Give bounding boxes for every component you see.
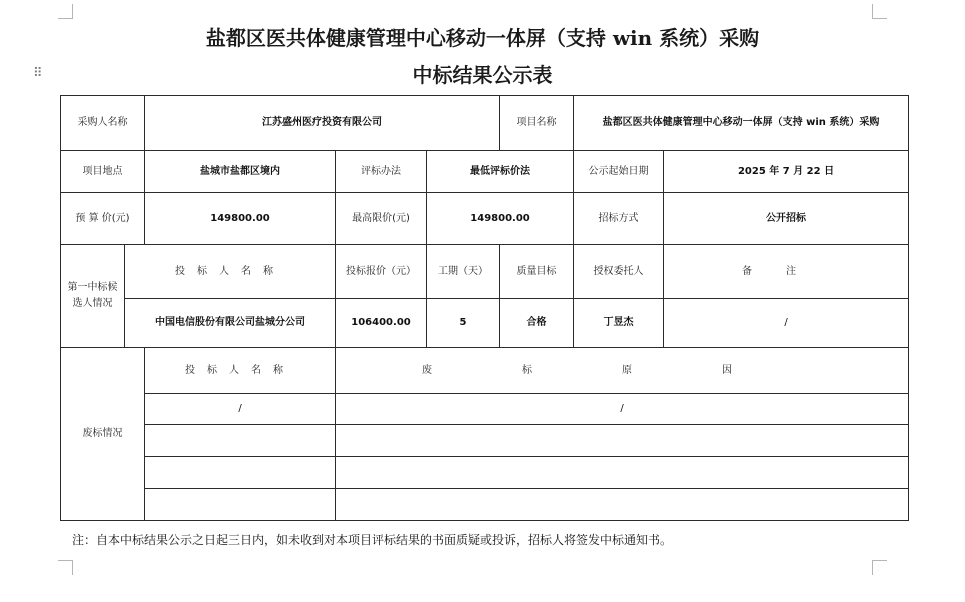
purchaser-value: 江苏盛州医疗投资有限公司 (145, 96, 500, 151)
invalid-bidder-header: 投标人名称 (145, 348, 336, 394)
table-row (61, 489, 909, 521)
page-corner-mark (58, 4, 73, 19)
table-row (61, 245, 909, 299)
invalid-reason-cell: / (336, 394, 909, 425)
page-corner-mark (872, 560, 887, 575)
location-label: 项目地点 (61, 151, 145, 193)
table-row (61, 151, 909, 193)
method-label: 评标办法 (336, 151, 427, 193)
invalid-bidder-cell (145, 457, 336, 489)
candidate-bidder-header: 投标人名称 (125, 245, 336, 299)
table-row (61, 193, 909, 245)
document-subtitle: 中标结果公示表 (412, 63, 553, 87)
purchaser-label: 采购人名称 (61, 96, 145, 151)
candidate-section-label: 第一中标候选人情况 (61, 245, 125, 348)
invalid-bidder-cell: / (145, 394, 336, 425)
page-corner-mark (58, 560, 73, 575)
project-name-value: 盐都区医共体健康管理中心移动一体屏（支持 win 系统）采购 (574, 96, 909, 151)
invalid-section-label: 废标情况 (61, 348, 145, 521)
candidate-price-value: 106400.00 (336, 299, 427, 348)
invalid-bidder-cell (145, 489, 336, 521)
table-row (61, 96, 909, 151)
project-name-label: 项目名称 (500, 96, 574, 151)
invalid-reason-cell (336, 457, 909, 489)
result-table (60, 95, 909, 521)
page-corner-mark (872, 4, 887, 19)
method-value: 最低评标价法 (427, 151, 574, 193)
table-drag-handle-icon[interactable]: ⠿ (33, 66, 43, 81)
location-value: 盐城市盐都区境内 (145, 151, 336, 193)
table-row (61, 394, 909, 425)
start-date-value: 2025 年 7 月 22 日 (664, 151, 909, 193)
bid-method-value: 公开招标 (664, 193, 909, 245)
candidate-remark-header: 备注 (664, 245, 909, 299)
invalid-reason-header: 废标原因 (336, 348, 909, 394)
candidate-remark-value: / (664, 299, 909, 348)
invalid-reason-cell (336, 489, 909, 521)
candidate-bidder-value: 中国电信股份有限公司盐城分公司 (125, 299, 336, 348)
candidate-price-header: 投标报价（元） (336, 245, 427, 299)
candidate-period-header: 工期（天） (427, 245, 500, 299)
invalid-bidder-cell (145, 425, 336, 457)
table-row (61, 299, 909, 348)
candidate-quality-value: 合格 (500, 299, 574, 348)
candidate-agent-value: 丁昱杰 (574, 299, 664, 348)
candidate-quality-header: 质量目标 (500, 245, 574, 299)
candidate-agent-header: 授权委托人 (574, 245, 664, 299)
table-row (61, 457, 909, 489)
budget-value: 149800.00 (145, 193, 336, 245)
bid-method-label: 招标方式 (574, 193, 664, 245)
start-date-label: 公示起始日期 (574, 151, 664, 193)
max-price-label: 最高限价(元) (336, 193, 427, 245)
table-row (61, 348, 909, 394)
max-price-value: 149800.00 (427, 193, 574, 245)
document-title: 盐都区医共体健康管理中心移动一体屏（支持 win 系统）采购 (205, 26, 760, 50)
footnote: 注：自本中标结果公示之日起三日内，如未收到对本项目评标结果的书面质疑或投诉，招标人将签发中标通知书。 (72, 533, 673, 547)
candidate-period-value: 5 (427, 299, 500, 348)
invalid-reason-cell (336, 425, 909, 457)
budget-label: 预 算 价(元) (61, 193, 145, 245)
table-row (61, 425, 909, 457)
